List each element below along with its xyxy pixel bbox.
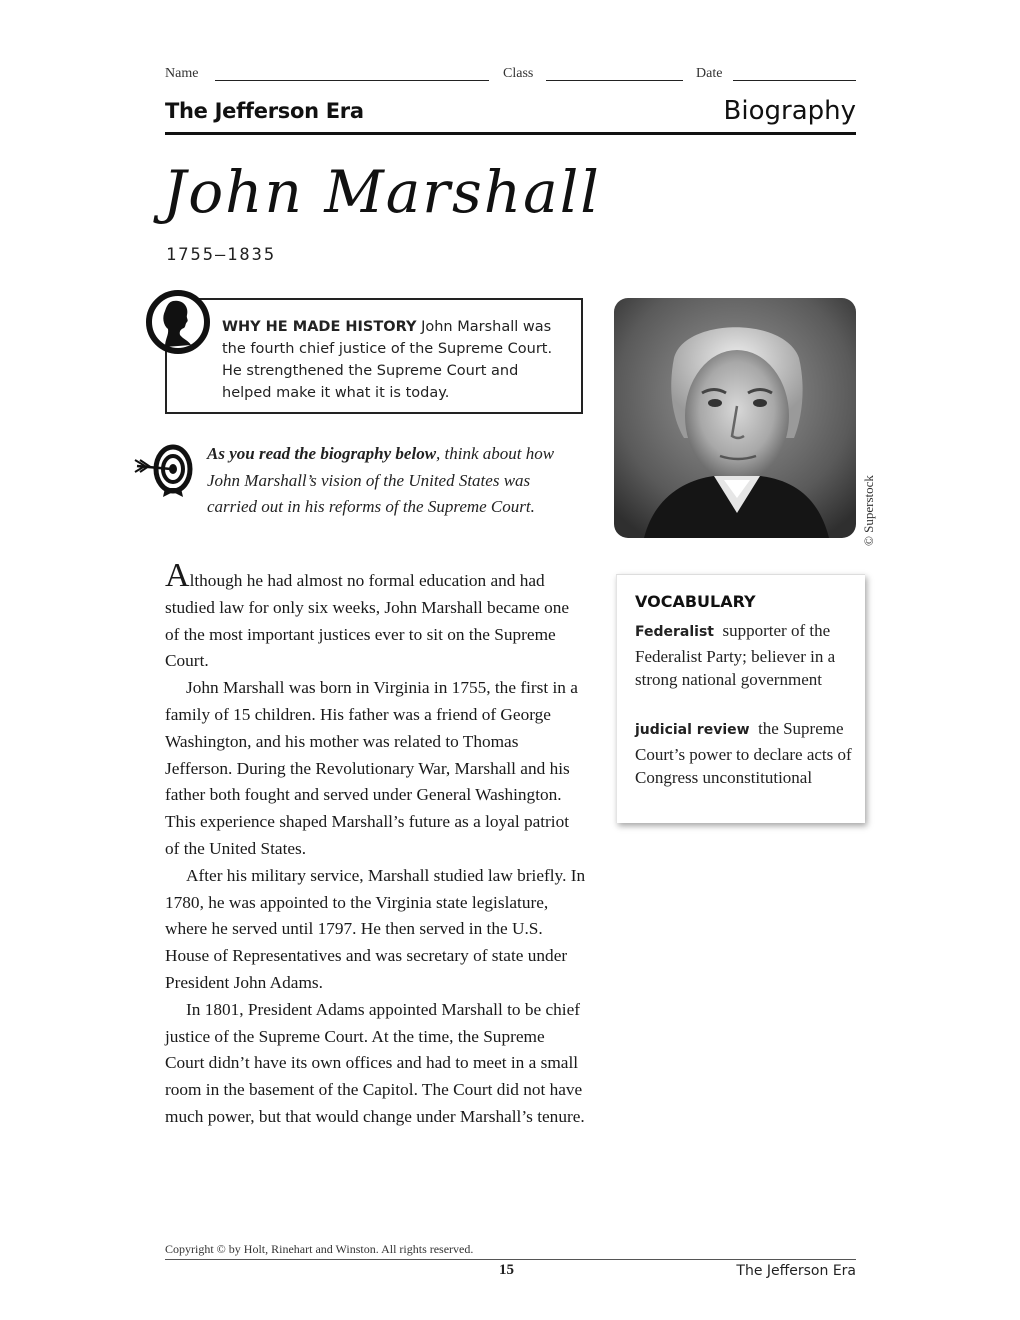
as-you-read-bold: As you read the biography below bbox=[207, 444, 437, 463]
drop-cap: A bbox=[165, 557, 190, 594]
copyright-notice: Copyright © by Holt, Rinehart and Winston. All rights reserved. bbox=[165, 1242, 474, 1256]
vocab-entry-judicial-review bbox=[635, 717, 863, 790]
body-paragraph-4: In 1801, President Adams appointed Marshall to be chief justice of the Supreme Court. At the time, the Supreme Court didn’t have its own offices and had to meet in a small room in the basement of the Capitol. The Court did not have much power, but that would change under Marshall’s tenure. bbox=[165, 999, 585, 1126]
photo-credit bbox=[861, 458, 877, 548]
date-blank bbox=[733, 80, 856, 81]
vocab-entry-federalist bbox=[635, 619, 863, 692]
vocab-definition: the Supreme Court’s power to declare acts of Congress unconstitutional bbox=[635, 719, 852, 787]
header-rule bbox=[165, 132, 856, 135]
era-title: The Jefferson Era bbox=[165, 99, 364, 123]
footer-rule bbox=[165, 1259, 856, 1260]
section-label: Biography bbox=[723, 96, 856, 126]
biography-body bbox=[165, 557, 587, 1131]
target-arrow-icon bbox=[133, 442, 197, 498]
name-blank bbox=[215, 80, 489, 81]
vocab-definition: supporter of the Federalist Party; believer in a strong national government bbox=[635, 621, 836, 689]
vocab-term: judicial review bbox=[635, 722, 750, 738]
photo-credit-text: © Superstock bbox=[861, 475, 876, 546]
body-paragraph-2: John Marshall was born in Virginia in 1755, the first in a family of 15 children. His father was a friend of George Washington, and his mother was related to Thomas Jefferson. During the Revolutionary War, Marshall and his father both fought and served under General Washington. This experience shaped Marshall’s future as a loyal patriot of the United States. bbox=[165, 678, 578, 858]
page-number: 15 bbox=[499, 1262, 514, 1278]
as-you-read bbox=[207, 441, 582, 521]
vocabulary-box bbox=[616, 574, 865, 823]
biography-title: John Marshall bbox=[163, 158, 601, 226]
class-label: Class bbox=[503, 66, 534, 81]
silhouette-icon bbox=[145, 289, 211, 355]
class-blank bbox=[546, 80, 683, 81]
student-info-line bbox=[165, 66, 856, 86]
life-years: 1755–1835 bbox=[166, 245, 277, 265]
body-paragraph-1 bbox=[165, 557, 587, 675]
footer-era-title: The Jefferson Era bbox=[736, 1263, 856, 1279]
why-heading: WHY HE MADE HISTORY bbox=[222, 319, 417, 335]
why-text bbox=[222, 316, 562, 404]
body-paragraph-1-text: lthough he had almost no formal education and had studied law for only six weeks, John Marshall became one of the most important justices ever to sit on the Supreme Court. bbox=[165, 571, 570, 671]
vocab-term: Federalist bbox=[635, 624, 714, 640]
date-label: Date bbox=[696, 66, 723, 81]
why-body: John Marshall was the fourth chief justice of the Supreme Court. He strengthened the Supreme Court and helped make it what it is today. bbox=[222, 319, 553, 401]
body-paragraph-3: After his military service, Marshall studied law briefly. In 1780, he was appointed to the Virginia state legislature, where he served until 1797. He then served in the U.S. House of Representatives and was secretary of state under President John Adams. bbox=[165, 865, 586, 992]
name-label: Name bbox=[165, 66, 199, 81]
as-you-read-rest: , think about how John Marshall’s vision of the United States was carried out in his reforms of the Supreme Court. bbox=[207, 444, 555, 516]
vocabulary-heading: VOCABULARY bbox=[635, 592, 756, 611]
portrait-image bbox=[614, 298, 856, 538]
